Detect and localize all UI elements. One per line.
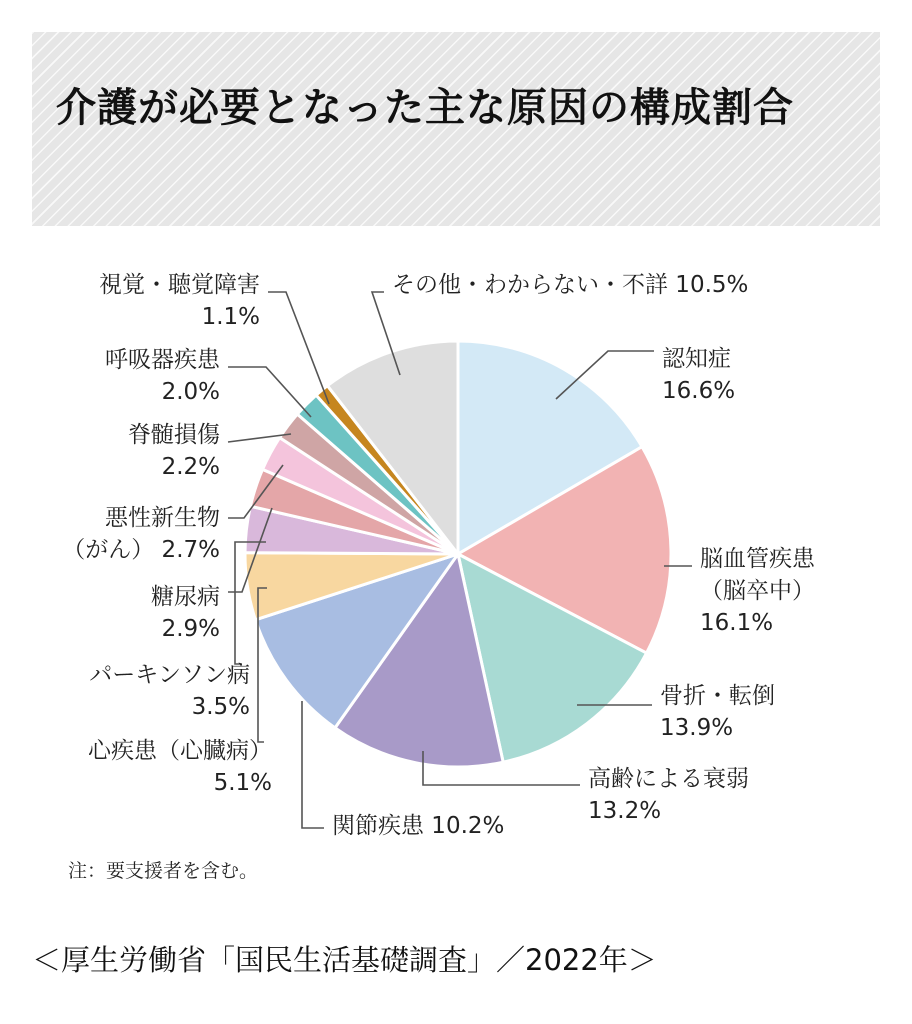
leader-line [302, 701, 324, 828]
slice-label: 悪性新生物（がん） 2.7% [62, 505, 220, 563]
source-caption: ＜厚生労働省「国民生活基礎調査」／2022年＞ [32, 943, 657, 977]
slice-label: 心疾患（心臓病） 5.1% [88, 738, 272, 796]
slice-label: 視覚・聴覚障害 1.1% [99, 272, 260, 330]
pie-chart [0, 240, 912, 900]
slice-label: その他・わからない・不詳 10.5% [392, 272, 749, 298]
slice-label: 関節疾患 10.2% [332, 813, 505, 839]
chart-note: 注：要支援者を含む。 [68, 860, 259, 882]
slice-label: 認知症 16.6% [662, 346, 736, 404]
slice-label: 糖尿病 2.9% [151, 584, 220, 642]
title-panel [32, 32, 880, 226]
slice-label: 脳血管疾患（脳卒中） 16.1% [700, 546, 815, 636]
slice-label: 脊髄損傷 2.2% [128, 422, 220, 480]
slice-label: 骨折・転倒 13.9% [660, 683, 775, 741]
slice-label: パーキンソン病 3.5% [89, 662, 250, 720]
leader-line [268, 292, 329, 404]
leader-line [228, 367, 311, 417]
slice-label: 高齢による衰弱 13.2% [588, 766, 749, 824]
chart-title: 介護が必要となった主な原因の構成割合 [56, 85, 794, 131]
slice-label: 呼吸器疾患 2.0% [105, 347, 220, 405]
